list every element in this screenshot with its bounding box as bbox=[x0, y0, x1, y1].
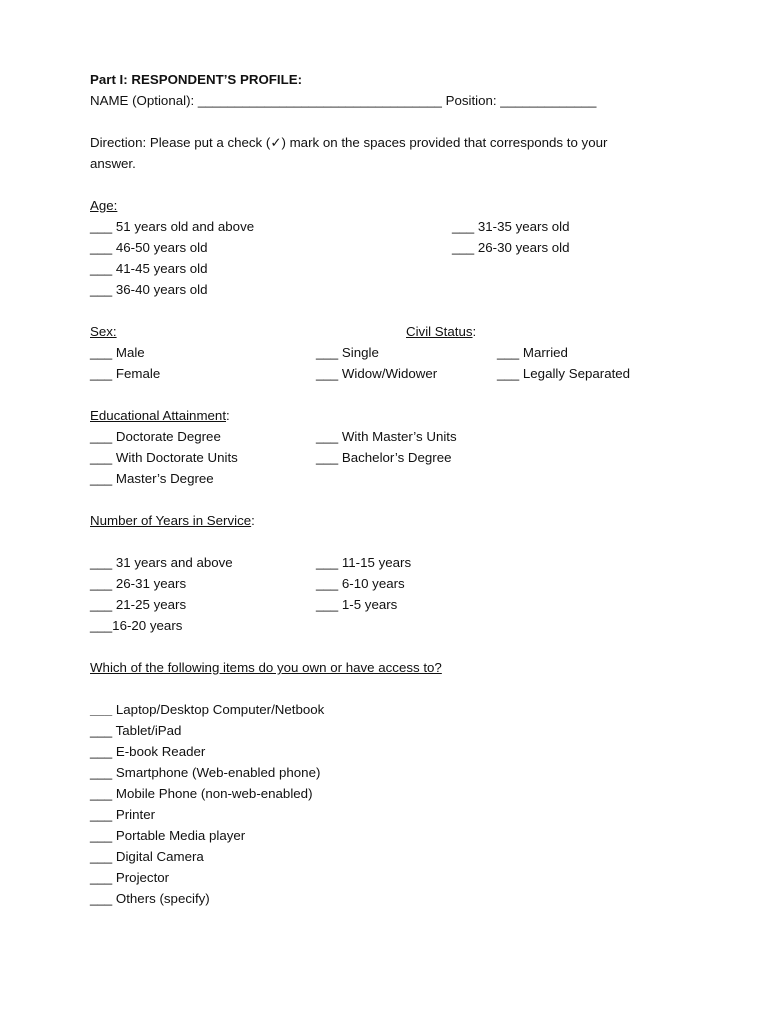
item-option[interactable]: ___ Tablet/iPad bbox=[90, 723, 182, 738]
age-heading: Age: bbox=[90, 198, 118, 213]
item-blank: ___ bbox=[90, 702, 113, 717]
items-question: Which of the following items do you own or have access to? bbox=[90, 660, 442, 675]
service-option[interactable]: ___ 1-5 years bbox=[316, 597, 398, 612]
service-option[interactable]: ___ 26-31 years bbox=[90, 576, 187, 591]
sex-option[interactable]: ___ Female bbox=[90, 366, 161, 381]
civil-status-heading-text: Civil Status bbox=[406, 324, 473, 339]
education-option[interactable]: ___ Bachelor’s Degree bbox=[316, 450, 452, 465]
education-option[interactable]: ___ Master’s Degree bbox=[90, 471, 214, 486]
name-position-line: NAME (Optional): _________________________________ Position: _____________ bbox=[90, 93, 597, 108]
item-option[interactable]: ___ Digital Camera bbox=[90, 849, 204, 864]
service-heading bbox=[90, 513, 255, 529]
civil-status-option[interactable]: ___ Single bbox=[316, 345, 379, 360]
civil-status-option[interactable]: ___ Legally Separated bbox=[497, 366, 631, 381]
item-option[interactable]: ___ E-book Reader bbox=[90, 744, 206, 759]
education-heading-colon: : bbox=[226, 408, 230, 423]
direction-line-2: answer. bbox=[90, 156, 136, 171]
item-option[interactable]: ___ Mobile Phone (non-web-enabled) bbox=[90, 786, 313, 801]
civil-status-option[interactable]: ___ Widow/Widower bbox=[316, 366, 438, 381]
age-option[interactable]: ___ 31-35 years old bbox=[452, 219, 570, 234]
item-option[interactable]: ___ Others (specify) bbox=[90, 891, 210, 906]
sex-option[interactable]: ___ Male bbox=[90, 345, 145, 360]
age-option[interactable]: ___ 26-30 years old bbox=[452, 240, 570, 255]
age-option[interactable]: ___ 51 years old and above bbox=[90, 219, 255, 234]
age-option[interactable]: ___ 41-45 years old bbox=[90, 261, 208, 276]
age-option[interactable]: ___ 36-40 years old bbox=[90, 282, 208, 297]
direction-line-1: Direction: Please put a check (✓) mark on the spaces provided that corresponds to your bbox=[90, 135, 608, 150]
age-option[interactable]: ___ 46-50 years old bbox=[90, 240, 208, 255]
item-option[interactable]: ___ Portable Media player bbox=[90, 828, 246, 843]
service-heading-text: Number of Years in Service bbox=[90, 513, 252, 528]
education-option[interactable]: ___ Doctorate Degree bbox=[90, 429, 221, 444]
service-option[interactable]: ___ 31 years and above bbox=[90, 555, 233, 570]
service-option[interactable]: ___16-20 years bbox=[90, 618, 183, 633]
service-option[interactable]: ___ 6-10 years bbox=[316, 576, 405, 591]
civil-status-heading bbox=[406, 324, 476, 340]
service-option[interactable]: ___ 11-15 years bbox=[316, 555, 412, 570]
item-option[interactable]: ___ Smartphone (Web-enabled phone) bbox=[90, 765, 321, 780]
service-option[interactable]: ___ 21-25 years bbox=[90, 597, 187, 612]
education-option[interactable]: ___ With Doctorate Units bbox=[90, 450, 238, 465]
civil-status-heading-colon: : bbox=[472, 324, 477, 339]
section-title: Part I: RESPONDENT’S PROFILE: bbox=[90, 72, 303, 87]
education-option[interactable]: ___ With Master’s Units bbox=[316, 429, 457, 444]
education-heading-text: Educational Attainment bbox=[90, 408, 227, 423]
item-option[interactable] bbox=[90, 702, 324, 718]
item-option[interactable]: ___ Projector bbox=[90, 870, 170, 885]
civil-status-option[interactable]: ___ Married bbox=[497, 345, 568, 360]
education-heading bbox=[90, 408, 230, 424]
service-heading-colon: : bbox=[251, 513, 255, 528]
item-option[interactable]: ___ Printer bbox=[90, 807, 156, 822]
item-label: Laptop/Desktop Computer/Netbook bbox=[112, 702, 325, 717]
sex-heading: Sex: bbox=[90, 324, 117, 339]
